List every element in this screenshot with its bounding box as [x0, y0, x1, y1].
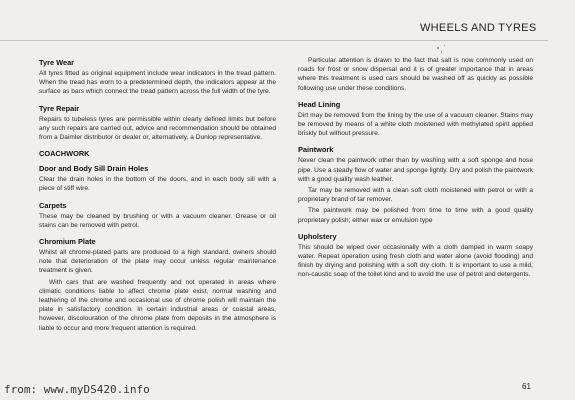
upholstery-text: This should be wiped over occasionally with a cloth damped in warm soapy water. Repeat operation using fresh cloth and water alone (avoid flooding) and finish by drying and polishing with a soft dry cloth. It is important to use a mild, non-caustic soap of the toilet kind and to avoid the use of petrol and detergents.	[298, 243, 533, 279]
paintwork-text-2: Tar may be removed with a clean soft cloth moistened with petrol or with a proprietary brand of tar remover.	[298, 187, 533, 204]
paintwork-text-1: Never clean the paintwork other than by washing with a soft sponge and hose pipe. Use a steady flow of water and sponge lightly. Dry and polish the paintwork with a good quality wash leather.	[298, 157, 533, 183]
heading-tyre-repair: Tyre Repair	[39, 103, 80, 113]
head-lining-text: Dirt may be removed from the lining by the use of a vacuum cleaner. Stains may be removed by means of a white cloth moistened with methylated spirit applied briskly but without pressure.	[298, 111, 533, 138]
chromium-plate-text-2: With cars that are washed frequently and not operated in areas where climatic conditions liable to affect chrome plate exist, normal washing and leathering of the chrome and occasional use of chrome polish will maintain the plate in satisfactory condition. In certain industrial areas or coastal areas, however, discolouration of the chrome plate from deposits in the atmosphere is liable to occur and more frequent attention is required.	[39, 278, 276, 332]
tyre-wear-text: All tyres fitted as original equipment include wear indicators in the tread pattern. When the tread has worn to a predetermined depth, the indicators appear at the surface as bars which connect the tread pattern across the full width of the tyre.	[39, 70, 276, 96]
drain-holes-text: Clear the drain holes in the bottom of the doors, and in each body sill with a piece of stiff wire.	[39, 176, 276, 193]
heading-chromium-plate: Chromium Plate	[39, 237, 96, 247]
heading-tyre-wear: Tyre Wear	[39, 58, 75, 67]
heading-paintwork: Paintwork	[298, 145, 334, 155]
page-number: 61	[522, 382, 531, 391]
page-header-title: WHEELS AND TYRES	[420, 22, 537, 34]
heading-coachwork: COACHWORK	[39, 149, 90, 159]
heading-drain-holes: Door and Body Sill Drain Holes	[39, 164, 149, 174]
carpets-text: These may be cleaned by brushing or with a vacuum cleaner. Grease or oil stains can be removed with petrol.	[39, 212, 276, 229]
print-speck	[444, 45, 445, 46]
salt-warning-text: Particular attention is drawn to the fact that salt is now commonly used on roads for frost or snow dispersal and it is of greater importance that in areas where this treatment is used cars should be washed off as quickly as possible following use under these conditions.	[298, 57, 533, 92]
heading-upholstery: Upholstery	[298, 231, 337, 241]
print-speck	[441, 51, 442, 53]
tyre-repair-text: Repairs to tubeless tyres are permissible within clearly defined limits but before any such repairs are carried out, advice and recommendation should be obtained from a Daimler distributor or dealer or, alternatively, a Dunlop representative.	[39, 115, 276, 142]
header-divider	[0, 40, 548, 41]
left-column	[39, 58, 276, 340]
print-speck	[437, 47, 439, 49]
source-watermark: from: www.myDS420.info	[4, 383, 150, 396]
paintwork-text-3: The paintwork may be polished from time to time with a good quality proprietary polish; either wax or emulsion type	[298, 207, 533, 224]
chromium-plate-text-1: Whilst all chrome-plated parts are produced to a high standard, owners should note that deterioration of the plate may occur unless regular maintenance treatment is given.	[39, 249, 276, 275]
right-column	[298, 56, 533, 287]
heading-head-lining: Head Lining	[298, 99, 341, 109]
heading-carpets: Carpets	[39, 200, 67, 210]
